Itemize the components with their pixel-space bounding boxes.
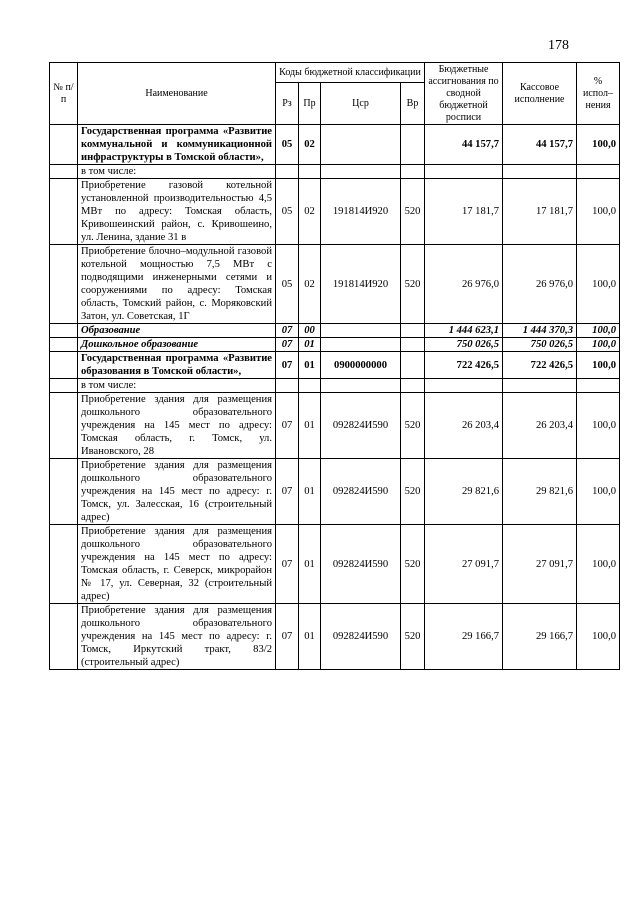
cell-num [50,393,78,459]
cell-percent: 100,0 [577,393,620,459]
cell-name: Образование [78,324,276,338]
cell-rz: 05 [276,179,299,245]
cell-csr [321,338,401,352]
cell-csr [321,125,401,165]
cell-name: Приобретение блочно–модульной газовой котельной мощностью 7,5 МВт с подводящими инженерными сетями и сооружениями по адресу: Томская область, Томский район, с. Моряковский Затон, ул. Советская, 1Г [78,245,276,324]
table-row [50,525,620,604]
cell-rz: 07 [276,525,299,604]
header-allocations: Бюджетные ассигнования по сводной бюджетной росписи [425,63,503,125]
cell-num [50,338,78,352]
table-row [50,324,620,338]
cell-allocations: 1 444 623,1 [425,324,503,338]
cell-vr: 520 [401,525,425,604]
cell-cash: 29 166,7 [503,604,577,670]
table-row [50,459,620,525]
cell-cash: 17 181,7 [503,179,577,245]
header-pr: Пр [299,83,321,125]
cell-allocations: 17 181,7 [425,179,503,245]
cell-name: Приобретение здания для размещения дошкольного образовательного учреждения на 145 мест по адресу: Томская область, г. Северск, микрорайон № 17, ул. Северная, 32 (строительный адрес) [78,525,276,604]
cell-name: Приобретение газовой котельной установленной производительностью 4,5 МВт по адресу: Томская область, Кривошеинский район, с. Кривошеино, ул. Ленина, здание 31 в [78,179,276,245]
header-vr: Вр [401,83,425,125]
cell-allocations: 750 026,5 [425,338,503,352]
cell-percent [577,165,620,179]
cell-name: Государственная программа «Развитие образования в Томской области», [78,352,276,379]
table-row [50,245,620,324]
cell-allocations: 29 166,7 [425,604,503,670]
cell-rz: 05 [276,125,299,165]
header-percent: % испол–нения [577,63,620,125]
cell-num [50,179,78,245]
cell-allocations: 26 976,0 [425,245,503,324]
cell-num [50,352,78,379]
table-row [50,352,620,379]
cell-csr: 092824И590 [321,393,401,459]
cell-csr: 0900000000 [321,352,401,379]
cell-pr: 01 [299,352,321,379]
cell-vr [401,352,425,379]
cell-cash: 750 026,5 [503,338,577,352]
cell-num [50,379,78,393]
cell-num [50,125,78,165]
cell-rz: 07 [276,393,299,459]
cell-rz [276,379,299,393]
cell-csr: 092824И590 [321,525,401,604]
cell-percent: 100,0 [577,324,620,338]
cell-vr [401,165,425,179]
cell-percent [577,379,620,393]
cell-allocations: 722 426,5 [425,352,503,379]
cell-vr [401,338,425,352]
cell-name: Приобретение здания для размещения дошкольного образовательного учреждения на 145 мест по адресу: г. Томск, ул. Залесская, 16 (строительный адрес) [78,459,276,525]
cell-num [50,245,78,324]
cell-name: Приобретение здания для размещения дошкольного образовательного учреждения на 145 мест по адресу: г. Томск, Иркутский тракт, 83/2 (строительный адрес) [78,604,276,670]
cell-name: в том числе: [78,379,276,393]
header-codes-group: Коды бюджетной классификации [276,63,425,83]
cell-cash: 1 444 370,3 [503,324,577,338]
header-num: № п/п [50,63,78,125]
cell-csr: 092824И590 [321,604,401,670]
table-row [50,179,620,245]
table-row [50,379,620,393]
cell-rz: 07 [276,604,299,670]
cell-rz: 07 [276,324,299,338]
cell-csr: 191814И920 [321,245,401,324]
cell-percent: 100,0 [577,525,620,604]
cell-num [50,604,78,670]
cell-rz [276,165,299,179]
cell-percent: 100,0 [577,338,620,352]
table-row [50,604,620,670]
cell-pr: 01 [299,525,321,604]
table-row [50,125,620,165]
cell-cash: 722 426,5 [503,352,577,379]
cell-pr [299,165,321,179]
cell-csr: 092824И590 [321,459,401,525]
cell-pr: 02 [299,125,321,165]
header-rz: Рз [276,83,299,125]
cell-vr [401,125,425,165]
cell-percent: 100,0 [577,459,620,525]
cell-pr: 01 [299,459,321,525]
cell-vr: 520 [401,604,425,670]
cell-rz: 05 [276,245,299,324]
cell-rz: 07 [276,459,299,525]
cell-cash: 44 157,7 [503,125,577,165]
header-cash: Кассовое исполнение [503,63,577,125]
cell-cash: 26 976,0 [503,245,577,324]
cell-percent: 100,0 [577,245,620,324]
cell-allocations: 44 157,7 [425,125,503,165]
cell-vr [401,324,425,338]
cell-num [50,525,78,604]
cell-num [50,324,78,338]
cell-name: Дошкольное образование [78,338,276,352]
cell-cash: 26 203,4 [503,393,577,459]
cell-percent: 100,0 [577,352,620,379]
header-csr: Цср [321,83,401,125]
header-name: Наименование [78,63,276,125]
cell-csr [321,379,401,393]
cell-percent: 100,0 [577,179,620,245]
cell-name: Приобретение здания для размещения дошкольного образовательного учреждения на 145 мест по адресу: Томская область, г. Томск, ул. Ивановского, 28 [78,393,276,459]
cell-csr [321,324,401,338]
cell-pr: 01 [299,338,321,352]
cell-vr: 520 [401,459,425,525]
cell-cash: 27 091,7 [503,525,577,604]
table-row [50,393,620,459]
cell-percent: 100,0 [577,604,620,670]
cell-name: Государственная программа «Развитие коммунальной и коммуникационной инфраструктуры в Томской области», [78,125,276,165]
cell-vr: 520 [401,245,425,324]
cell-vr [401,379,425,393]
cell-rz: 07 [276,338,299,352]
cell-allocations [425,379,503,393]
cell-cash [503,379,577,393]
cell-percent: 100,0 [577,125,620,165]
cell-allocations [425,165,503,179]
cell-name: в том числе: [78,165,276,179]
cell-allocations: 27 091,7 [425,525,503,604]
page-number: 178 [548,38,569,53]
cell-csr [321,165,401,179]
cell-pr: 02 [299,245,321,324]
cell-num [50,165,78,179]
cell-csr: 191814И920 [321,179,401,245]
cell-allocations: 29 821,6 [425,459,503,525]
table-row [50,165,620,179]
cell-vr: 520 [401,393,425,459]
cell-pr: 01 [299,604,321,670]
cell-vr: 520 [401,179,425,245]
table-row [50,338,620,352]
cell-num [50,459,78,525]
budget-table [49,62,620,670]
cell-rz: 07 [276,352,299,379]
cell-pr [299,379,321,393]
cell-cash: 29 821,6 [503,459,577,525]
cell-cash [503,165,577,179]
cell-pr: 02 [299,179,321,245]
cell-pr: 00 [299,324,321,338]
cell-allocations: 26 203,4 [425,393,503,459]
cell-pr: 01 [299,393,321,459]
